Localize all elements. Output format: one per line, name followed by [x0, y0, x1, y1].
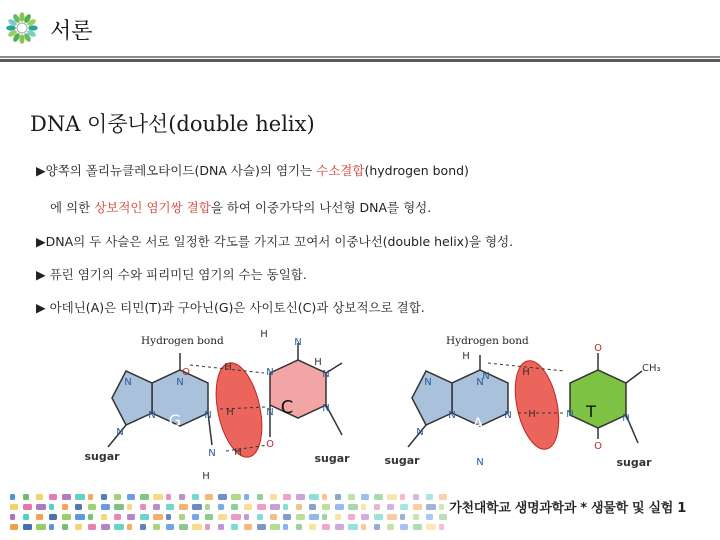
footer-bar — [413, 494, 419, 500]
footer-bar — [23, 494, 29, 500]
atom-n: N — [322, 369, 330, 380]
atom-n: N — [294, 337, 302, 348]
bullet-2: ▶DNA의 두 사슬은 서로 일정한 각도를 가지고 꼬여서 이중나선(double helix)을 형성. — [36, 234, 514, 249]
atom-h: H — [462, 351, 470, 362]
footer-bar — [335, 514, 341, 520]
atom-n: N — [476, 457, 484, 468]
footer-bar — [127, 524, 132, 530]
footer-bar — [205, 494, 213, 500]
footer-bar — [257, 524, 266, 530]
footer-bar — [192, 504, 202, 510]
atom-n: N — [566, 409, 574, 420]
base-t-label: T — [586, 402, 596, 421]
footer-bar — [348, 494, 355, 500]
footer-bar — [374, 504, 380, 510]
footer-bar — [257, 504, 266, 510]
footer-bar — [322, 494, 327, 500]
footer-bar — [218, 514, 227, 520]
footer-bar — [244, 524, 252, 530]
footer-bar — [62, 524, 68, 530]
base-g-label: G — [168, 411, 182, 430]
footer-bar — [426, 504, 436, 510]
footer-bar — [101, 524, 110, 530]
footer-bar — [192, 524, 202, 530]
bullet-1: ▶양쪽의 폴리뉴클레오타이드(DNA 사슬)의 염기는 수소결합(hydrogen bond) — [36, 163, 469, 178]
footer-bar — [413, 524, 422, 530]
atom-h: H — [226, 407, 234, 418]
footer-bar — [400, 524, 408, 530]
footer-bar — [296, 504, 302, 510]
footer-bar — [283, 514, 291, 520]
footer-bar — [283, 504, 288, 510]
footer-bar — [283, 494, 291, 500]
footer-bar — [75, 494, 85, 500]
sugar-label-left: sugar — [384, 454, 420, 467]
footer-bar — [439, 494, 447, 500]
footer-bar — [387, 524, 394, 530]
atom-n: N — [208, 448, 216, 459]
footer-bar — [296, 514, 305, 520]
footer-bar — [244, 504, 252, 510]
footer-bar — [23, 514, 29, 520]
atom-n: N — [266, 367, 274, 378]
footer-bar — [23, 504, 32, 510]
footer-bar — [127, 504, 132, 510]
footer-bar — [309, 514, 319, 520]
header-divider — [0, 56, 720, 62]
footer-bar — [309, 504, 316, 510]
atom-o: O — [594, 343, 602, 354]
bullet-3: ▶ 퓨린 염기의 수와 피리미딘 염기의 수는 동일함. — [36, 267, 307, 282]
right-hbond-label: Hydrogen bond — [446, 335, 529, 347]
atom-n: N — [148, 410, 156, 421]
footer-bar — [257, 494, 263, 500]
hbond-ellipse — [208, 359, 269, 462]
footer-bar — [62, 504, 68, 510]
footer-bar — [205, 514, 213, 520]
atom-o: O — [594, 441, 602, 452]
atom-n: N — [504, 410, 512, 421]
footer-bar — [400, 514, 405, 520]
atom-n: N — [116, 427, 124, 438]
footer-bar — [387, 494, 397, 500]
footer-bar — [36, 514, 43, 520]
footer-bar — [205, 524, 210, 530]
sugar-label-right: sugar — [314, 452, 350, 465]
footer-bar — [114, 514, 121, 520]
gc-pair-diagram — [80, 325, 370, 480]
footer-bar — [10, 494, 15, 500]
footer-bar — [322, 524, 330, 530]
atom-h: H — [528, 409, 536, 420]
atom-n: N — [416, 427, 424, 438]
footer-bar — [296, 494, 305, 500]
adenine-five-ring — [412, 371, 452, 425]
footer-bar — [192, 514, 199, 520]
footer-bar — [439, 514, 447, 520]
footer-bar — [166, 494, 171, 500]
footer-bar — [335, 494, 341, 500]
footer-bar — [361, 504, 366, 510]
footer-bar — [387, 514, 397, 520]
atom-n: N — [124, 377, 132, 388]
atom-h: H — [260, 329, 268, 340]
footer-bar — [179, 514, 185, 520]
atom-n: N — [448, 410, 456, 421]
footer-bar — [179, 504, 188, 510]
footer-bar — [270, 524, 280, 530]
atom-n: N — [476, 377, 484, 388]
footer-bar — [114, 494, 121, 500]
base-c-label: C — [280, 397, 294, 418]
footer-bar — [88, 504, 96, 510]
footer-bar — [23, 524, 32, 530]
footer-bar — [36, 504, 46, 510]
footer-bar — [10, 524, 18, 530]
footer-bar — [244, 494, 249, 500]
footer-bar — [101, 494, 107, 500]
footer-bar — [101, 514, 107, 520]
footer-bar — [153, 524, 160, 530]
thymine-ring — [570, 370, 626, 428]
footer-bar — [231, 514, 241, 520]
footer-bar — [101, 504, 110, 510]
sugar-label-left: sugar — [84, 450, 120, 463]
footer-bar — [75, 524, 82, 530]
footer-bar — [88, 514, 93, 520]
footer-bar — [413, 504, 422, 510]
cytosine-ring — [270, 360, 326, 418]
bullet-4: ▶ 아데닌(A)은 티민(T)과 구아닌(G)은 사이토신(C)과 상보적으로 결합. — [36, 300, 425, 315]
footer-bar — [166, 504, 174, 510]
footer-bar — [218, 524, 224, 530]
footer-bar — [348, 514, 355, 520]
footer-bar — [179, 494, 185, 500]
footer-bar — [36, 494, 43, 500]
hbond-ellipse — [508, 357, 566, 453]
footer-bar — [400, 504, 408, 510]
footer-bar — [127, 494, 135, 500]
footer-bar — [140, 524, 146, 530]
footer-bar — [153, 504, 160, 510]
footer-bar — [218, 494, 227, 500]
footer-bar — [257, 514, 263, 520]
atom-h: H — [314, 357, 322, 368]
footer-bar — [10, 514, 15, 520]
guanine-five-ring — [112, 371, 152, 425]
atom-o: O — [182, 367, 190, 378]
footer-bar — [361, 524, 366, 530]
footer-bar — [88, 524, 96, 530]
atom-n: N — [622, 413, 630, 424]
footer-bar — [166, 514, 171, 520]
footer-bar — [374, 514, 383, 520]
atom-h: H — [522, 367, 530, 378]
footer-bar — [361, 494, 369, 500]
footer-bar — [270, 514, 277, 520]
footer-bar — [231, 504, 238, 510]
flower-logo-icon — [4, 10, 40, 46]
footer-bar — [426, 494, 433, 500]
footer-bar — [62, 514, 71, 520]
footer-bar — [127, 514, 135, 520]
methyl-label: CH₃ — [642, 363, 661, 374]
footer-bar — [270, 494, 277, 500]
footer-bar — [88, 494, 93, 500]
left-hbond-label: Hydrogen bond — [141, 335, 224, 347]
footer-bar — [387, 504, 394, 510]
bullet-1-continued: 에 의한 상보적인 염기쌍 결합을 하여 이중가닥의 나선형 DNA를 형성. — [50, 200, 432, 215]
footer-bar — [348, 504, 358, 510]
atom-n: N — [204, 410, 212, 421]
at-pair-diagram — [380, 325, 680, 480]
atom-o: O — [266, 439, 274, 450]
footer-course-label: 가천대학교 생명과학과 * 생물학 및 실험 1 — [449, 501, 686, 516]
base-a-label: A — [472, 414, 484, 433]
atom-n: N — [266, 407, 274, 418]
footer-bar — [166, 524, 174, 530]
atom-n: N — [482, 371, 490, 382]
footer-bar — [439, 524, 444, 530]
footer-bar — [231, 524, 238, 530]
footer-bar — [75, 504, 82, 510]
atom-h: H — [224, 362, 232, 373]
footer-bar — [140, 494, 149, 500]
footer-bar — [49, 494, 57, 500]
section-title: DNA 이중나선(double helix) — [30, 112, 315, 136]
footer-bar — [335, 504, 344, 510]
footer-bar — [218, 504, 224, 510]
footer-bar — [426, 514, 433, 520]
footer-bar — [114, 504, 124, 510]
footer-bar — [322, 504, 330, 510]
footer-bar — [374, 494, 383, 500]
footer-bar — [75, 514, 85, 520]
footer-bar — [309, 494, 319, 500]
footer-bar — [36, 524, 46, 530]
atom-h: H — [234, 447, 242, 458]
footer-bar — [114, 524, 124, 530]
footer-bar — [153, 494, 163, 500]
atom-n: N — [176, 377, 184, 388]
footer-bar — [231, 494, 241, 500]
footer-bar — [49, 504, 54, 510]
footer-bar — [10, 504, 18, 510]
footer-bar — [49, 524, 54, 530]
sugar-label-right: sugar — [616, 456, 652, 469]
footer-bar — [361, 514, 369, 520]
footer-bar — [153, 514, 163, 520]
footer-bar — [374, 524, 380, 530]
footer-bar — [140, 504, 146, 510]
atom-n: N — [322, 403, 330, 414]
footer-bar — [192, 494, 199, 500]
atom-h: H — [202, 471, 210, 480]
footer-dna-strip — [0, 490, 450, 536]
footer-bar — [283, 524, 288, 530]
footer-bar — [296, 524, 302, 530]
footer-bar — [49, 514, 57, 520]
atom-n: N — [424, 377, 432, 388]
footer-bar — [335, 524, 344, 530]
footer-bar — [62, 494, 71, 500]
footer-bar — [244, 514, 249, 520]
footer-bar — [309, 524, 316, 530]
footer-bar — [413, 514, 419, 520]
footer-bar — [439, 504, 444, 510]
footer-bar — [348, 524, 358, 530]
footer-bar — [426, 524, 436, 530]
footer-bar — [205, 504, 210, 510]
footer-bar — [322, 514, 327, 520]
footer-bar — [179, 524, 188, 530]
footer-bar — [270, 504, 280, 510]
footer-bar — [400, 494, 405, 500]
page-title: 서론 — [50, 19, 93, 44]
footer-bar — [140, 514, 149, 520]
